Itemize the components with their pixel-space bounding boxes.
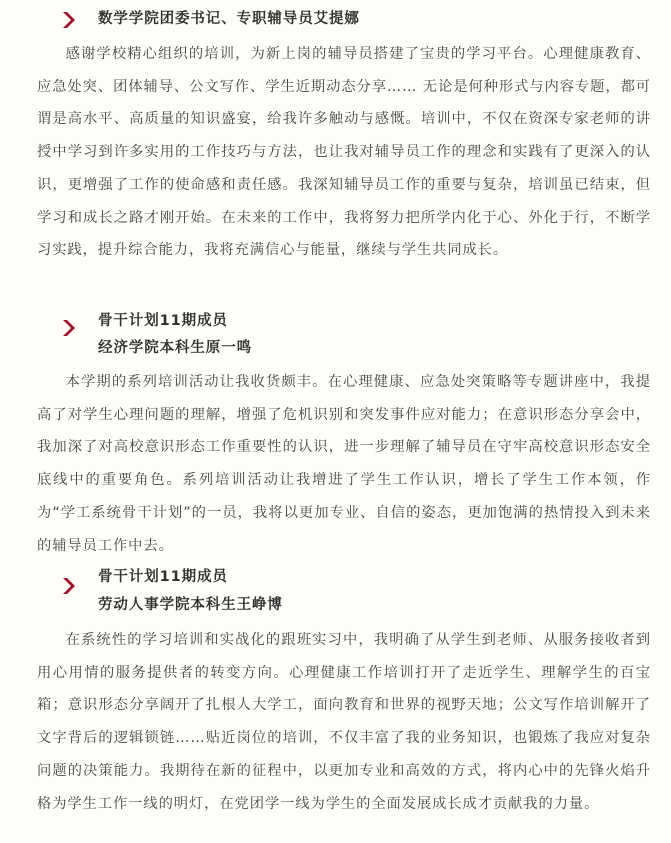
chevron-right-icon: [61, 318, 77, 338]
chevron-right-icon: [61, 10, 77, 30]
chevron-right-icon: [61, 576, 77, 596]
heading-name: 数学学院团委书记、专职辅导员艾提娜: [98, 11, 360, 27]
heading-program: 骨干计划11期成员: [98, 569, 228, 585]
testimonial-paragraph: 感谢学校精心组织的培训，为新上岗的辅导员搭建了宝贵的学习平台。心理健康教育、应急处突、团体辅导、公文写作、学生近期动态分享…… 无论是何种形式与内容专题，都可谓是高水平、高质量的知识盛宴，给我许多触动与感慨。培训中，不仅在资深专家老师的讲授中学习到许多实用的工作技巧与方法，也让我对辅导员工作的理念和实践有了更深入的认识，更增强了工作的使命感和责任感。我深知辅导员工作的重要与复杂，培训虽已结束，但学习和成长之路才刚开始。在未来的工作中，我将努力把所学内化于心、外化于行，不断学习实践，提升综合能力，我将充满信心与能量，继续与学生共同成长。: [37, 46, 651, 259]
testimonial-paragraph: 本学期的系列培训活动让我收货颇丰。在心理健康、应急处突策略等专题讲座中，我提高了对学生心理问题的理解，增强了危机识别和突发事件应对能力；在意识形态分享会中，我加深了对高校意识形态工作重要性的认识，进一步理解了辅导员在守牢高校意识形态安全底线中的重要角色。系列培训活动让我增进了学生工作认识，增长了学生工作本领，作为“学工系统骨干计划”的一员，我将以更加专业、自信的姿态，更加饱满的热情投入到未来的辅导员工作中去。: [37, 374, 651, 554]
heading-name: 经济学院本科生原一鸣: [98, 340, 252, 356]
heading-program: 骨干计划11期成员: [98, 313, 228, 329]
testimonial-paragraph: 在系统性的学习培训和实战化的跟班实习中，我明确了从学生到老师、从服务接收者到用心用情的服务提供者的转变方向。心理健康工作培训打开了走近学生、理解学生的百宝箱；意识形态分享阔开了扎根人大学工，面向教育和世界的视野天地；公文写作培训解开了文字背后的逻辑锁链……贴近岗位的培训，不仅丰富了我的业务知识，也锻炼了我应对复杂问题的决策能力。我期待在新的征程中，以更加专业和高效的方式，将内心中的先锋火焰升格为学生工作一线的明灯，在党团学一线为学生的全面发展成长成才贡献我的力量。: [37, 632, 651, 812]
heading-name: 劳动人事学院本科生王峥博: [98, 597, 283, 613]
